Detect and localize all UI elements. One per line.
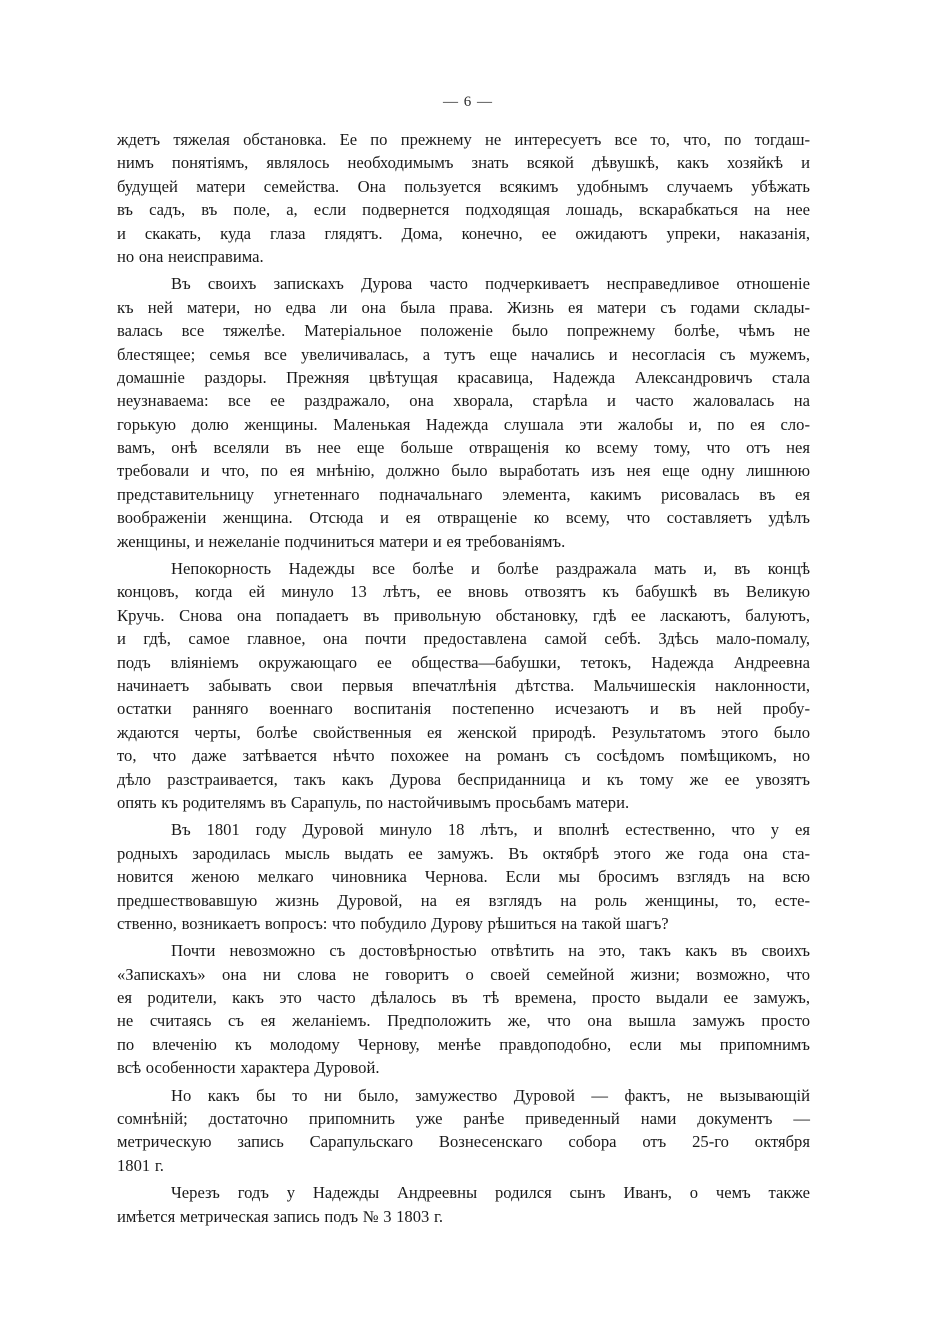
text-line: Непокорность Надежды все болѣе и болѣе раздражала мать и, въ концѣ xyxy=(171,559,810,579)
paragraph-4 xyxy=(117,818,810,935)
text-line: метрическую запись Сарапульскаго Вознесенскаго собора отъ 25-го октября xyxy=(117,1132,810,1152)
text-line: не считаясь съ ея желаніемъ. Предположить же, что она вышла замужъ просто xyxy=(117,1011,810,1031)
text-line: дѣло разстраивается, такъ какъ Дурова бесприданница и къ тому же ее увозятъ xyxy=(117,769,810,789)
paragraph-2 xyxy=(117,272,810,553)
text-line: по влеченію къ молодому Чернову, менѣе правдоподобно, если мы припомнимъ xyxy=(117,1034,810,1054)
text-line: имѣется метрическая запись подъ № 3 1803 г. xyxy=(117,1206,444,1226)
text-line: неузнаваема: все ее раздражало, она хворала, старѣла и часто жаловалась на xyxy=(117,391,810,411)
text-line: Въ 1801 году Дуровой минуло 18 лѣтъ, и вполнѣ естественно, что у ея xyxy=(171,820,810,840)
text-line: 1801 г. xyxy=(117,1155,164,1175)
text-line: родныхъ зародилась мысль выдать ее замужъ. Въ октябрѣ этого же года она ста- xyxy=(117,843,810,863)
paragraph-3 xyxy=(117,557,810,814)
text-line: валась все тяжелѣе. Матеріальное положеніе было попрежнему болѣе, чѣмъ не xyxy=(117,321,810,341)
text-line: къ ней матери, но едва ли она была права. Жизнь ея матери съ годами склады- xyxy=(117,297,810,317)
text-line: въ садъ, въ поле, а, если подвернется подходящая лошадь, вскарабкаться на нее xyxy=(117,200,810,220)
paragraph-5 xyxy=(117,939,810,1079)
text-line: женщины, и нежеланіе подчиниться матери и ея требованіямъ. xyxy=(117,531,566,551)
text-line: блестящее; семья все увеличивалась, а тутъ еще начались и несогласія съ мужемъ, xyxy=(117,344,810,364)
text-line: нимъ понятіямъ, являлось необходимымъ знать всякой дѣвушкѣ, какъ хозяйкѣ и xyxy=(117,153,810,173)
text-line: Но какъ бы то ни было, замужество Дуровой — фактъ, не вызывающій xyxy=(171,1085,810,1105)
text-line: сомнѣній; достаточно припомнить уже ранѣе приведенный нами документъ — xyxy=(117,1109,810,1129)
text-line: ждетъ тяжелая обстановка. Ее по прежнему не интересуетъ все то, что, по тогдаш- xyxy=(117,130,810,149)
text-line: то, что даже затѣвается нѣчто похожее на романъ съ сосѣдомъ помѣщикомъ, но xyxy=(117,746,810,766)
text-line: всѣ особенности характера Дуровой. xyxy=(117,1058,380,1078)
text-line: ственно, возникаетъ вопросъ: что побудило Дурову рѣшиться на такой шагъ? xyxy=(117,913,669,933)
page-number: — 6 — xyxy=(443,94,493,110)
text-line: и гдѣ, самое главное, она почти предоставлена самой себѣ. Здѣсь мало-помалу, xyxy=(117,629,810,649)
text-line: Кручь. Снова она попадаетъ въ привольную обстановку, гдѣ ее ласкаютъ, балуютъ, xyxy=(117,605,810,625)
text-line: остатки ранняго военнаго воспитанія постепенно исчезаютъ и въ ней пробу- xyxy=(117,699,810,719)
body-text xyxy=(117,128,810,1228)
text-line: ея родители, какъ это часто дѣлалось въ тѣ времена, просто выдали ее замужъ, xyxy=(117,988,810,1008)
text-line: но она неисправима. xyxy=(117,246,264,266)
text-line: требовали и что, по ея мнѣнію, должно было выработать изъ нея еще одну лишнюю xyxy=(117,461,810,481)
text-line: Черезъ годъ у Надежды Андреевны родился сынъ Иванъ, о чемъ также xyxy=(171,1183,810,1203)
text-line: «Запискахъ» она ни слова не говоритъ о своей семейной жизни; возможно, что xyxy=(117,964,810,984)
paragraph-7 xyxy=(117,1181,810,1228)
text-line: вамъ, онѣ вселяли въ нее еще больше отвращенія ко всему тому, что отъ нея xyxy=(117,438,810,458)
text-line: новится женою мелкаго чиновника Чернова. Если мы бросимъ взглядъ на всю xyxy=(117,867,810,887)
text-line: начинаетъ забывать свои первыя впечатлѣнія дѣтства. Мальчишескія наклонности, xyxy=(117,675,810,695)
text-line: предшествовавшую жизнь Дуровой, на ея взглядъ на роль женщины, то, есте- xyxy=(117,890,810,910)
text-line: домашніе раздоры. Прежняя цвѣтущая красавица, Надежда Александровичъ стала xyxy=(117,367,810,387)
text-line: воображеніи женщина. Отсюда и ея отвращеніе ко всему, что составляетъ удѣлъ xyxy=(117,508,810,528)
text-line: концовъ, когда ей минуло 13 лѣтъ, ее вновь отвозятъ къ бабушкѣ въ Великую xyxy=(117,582,810,602)
text-line: подъ вліяніемъ окружающаго ее общества—бабушки, тетокъ, Надежда Андреевна xyxy=(117,652,810,672)
text-line: будущей матери семейства. Она пользуется всякимъ удобнымъ случаемъ убѣжать xyxy=(117,176,810,196)
text-line: ждаются черты, болѣе свойственныя ея женской природѣ. Результатомъ этого было xyxy=(117,722,810,742)
text-line: Въ своихъ запискахъ Дурова часто подчеркиваетъ несправедливое отношеніе xyxy=(171,274,810,294)
text-line: Почти невозможно съ достовѣрностью отвѣтить на это, такъ какъ въ своихъ xyxy=(171,941,810,961)
text-line: и скакать, куда глаза глядятъ. Дома, конечно, ее ожидаютъ упреки, наказанія, xyxy=(117,223,810,243)
text-line: горькую долю женщины. Маленькая Надежда слушала эти жалобы и, по ея сло- xyxy=(117,414,810,434)
paragraph-1 xyxy=(117,128,810,268)
text-line: опять къ родителямъ въ Сарапуль, по настойчивымъ просьбамъ матери. xyxy=(117,792,630,812)
text-line: представительницу угнетеннаго подначальнаго элемента, какимъ рисовалась въ ея xyxy=(117,484,810,504)
paragraph-6 xyxy=(117,1084,810,1178)
